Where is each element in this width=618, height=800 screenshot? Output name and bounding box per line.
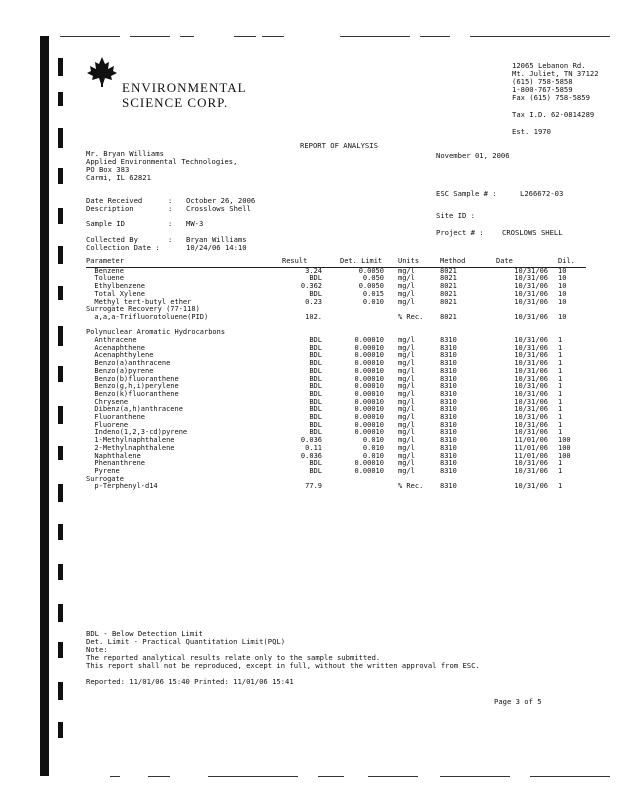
header-method: Method [440,258,496,267]
cell-dil [558,329,586,337]
cell-date: 10/31/06 [514,420,548,429]
scan-rule [470,36,610,37]
description-value: Crosslows Shell [186,204,251,213]
cell-units: mg/l [398,459,415,468]
cell-units: mg/l [398,274,415,283]
cell-units: mg/l [398,382,415,391]
scan-rule [340,36,410,37]
scan-rule [148,776,170,777]
cell-result: BDL [309,397,322,406]
cell-dil: 1 [558,351,563,360]
cell-method: 8310 [440,405,457,414]
cell-result: BDL [309,405,322,414]
cell-date: 10/31/06 [514,366,548,375]
scan-rule [318,776,344,777]
cell-units: mg/l [398,405,415,414]
cell-date [496,322,558,330]
cell-parameter: Total Xylene [86,289,146,298]
company-address-line: Mt. Juliet, TN 37122 [512,69,599,78]
cell-dil: 1 [558,482,563,491]
header-result: Result [282,258,340,267]
cell-units: mg/l [398,420,415,429]
cell-method: 8310 [440,443,457,452]
cell-method: 8310 [440,351,457,360]
cell-result: BDL [309,351,322,360]
scan-rule [440,776,510,777]
collected-by-value: Bryan Williams [186,235,247,244]
report-date: November 01, 2006 [436,151,510,160]
cell-parameter: Benzene [86,266,124,275]
scan-rule [420,36,450,37]
colon: : [168,219,173,228]
cell-parameter: Anthracene [86,336,137,345]
results-header-row [86,258,586,267]
table-row [86,275,586,283]
cell-result: BDL [309,428,322,437]
esc-sample-value: L266672-03 [520,189,564,198]
cell-parameter: Acenaphthylene [86,351,154,360]
cell-det-limit [340,483,398,491]
scan-tick [58,682,63,700]
cell-det-limit [340,306,398,314]
cell-dil: 1 [558,466,563,475]
cell-method: 8021 [440,274,457,283]
table-row [86,283,586,291]
collection-date-value: 10/24/06 14:10 [186,243,247,252]
cell-dil: 1 [558,405,563,414]
cell-parameter: 1-Methylnaphthalene [86,436,175,445]
colon: : [168,235,173,244]
cell-date: 10/31/06 [514,282,548,291]
scan-rule [110,776,120,777]
cell-det-limit: 0.010 [362,443,384,452]
cell-units: mg/l [398,336,415,345]
site-id-label: Site ID : [436,211,475,220]
scan-tick [58,642,63,658]
scan-rule [234,36,256,37]
company-name-line1: ENVIRONMENTAL [122,80,247,95]
cell-parameter: Benzo(a)pyrene [86,366,154,375]
cell-date: 10/31/06 [514,482,548,491]
cell-det-limit: 0.00010 [354,466,384,475]
cell-method: 8310 [440,482,457,491]
scan-tick [58,446,63,460]
client-line: Applied Environmental Technologies, [86,157,238,166]
cell-units: mg/l [398,351,415,360]
cell-dil [558,476,586,484]
cell-units: mg/l [398,443,415,452]
table-row [86,360,586,368]
cell-result: 102. [305,312,322,321]
cell-method: 8310 [440,366,457,375]
cell-result: BDL [309,289,322,298]
cell-date: 10/31/06 [514,343,548,352]
page-number: Page 3 of 5 [494,697,542,706]
cell-det-limit: 0.010 [362,297,384,306]
cell-dil: 1 [558,428,563,437]
cell-det-limit: 0.00010 [354,459,384,468]
note-line: This report shall not be reproduced, except in full, without the written approval from ESC. [86,661,480,670]
table-row [86,345,586,353]
cell-det-limit: 0.00010 [354,374,384,383]
cell-method: 8310 [440,343,457,352]
cell-method: 8310 [440,413,457,422]
header-dil: Dil. [558,258,586,267]
scan-tick [58,58,63,76]
cell-units: mg/l [398,374,415,383]
cell-dil: 10 [558,274,567,283]
cell-det-limit: 0.0050 [358,266,384,275]
cell-parameter: Surrogate Recovery (77-118) [86,305,200,314]
cell-det-limit: 0.00010 [354,389,384,398]
cell-method: 8310 [440,389,457,398]
cell-det-limit: 0.0050 [358,282,384,291]
cell-method: 8310 [440,466,457,475]
table-row [86,406,586,414]
cell-parameter: Chrysene [86,397,129,406]
cell-det-limit: 0.00010 [354,405,384,414]
cell-date: 10/31/06 [514,297,548,306]
reported-printed: Reported: 11/01/06 15:40 Printed: 11/01/06 15:41 [86,677,294,686]
cell-result: 0.362 [300,282,322,291]
company-established: Est. 1970 [512,127,551,136]
cell-dil: 1 [558,366,563,375]
cell-result: BDL [309,343,322,352]
project-label: Project # : [436,228,484,237]
cell-dil: 1 [558,397,563,406]
cell-method [440,322,496,330]
table-row [86,414,586,422]
cell-method: 8310 [440,420,457,429]
cell-parameter: Benzo(b)fluoranthene [86,374,179,383]
cell-det-limit: 0.00010 [354,351,384,360]
cell-date: 11/01/06 [514,436,548,445]
cell-result: 0.11 [305,443,322,452]
sample-id-label: Sample ID [86,219,125,228]
cell-date: 10/31/06 [514,428,548,437]
cell-parameter: p-Terphenyl-d14 [86,482,158,491]
cell-date: 10/31/06 [514,289,548,298]
company-tax-id: Tax I.D. 62-0814289 [512,110,595,119]
client-line: Carmi, IL 62821 [86,173,151,182]
cell-units: % Rec. [398,312,424,321]
cell-det-limit [340,476,398,484]
scan-edge-bar [40,36,49,776]
description-label: Description [86,204,134,213]
cell-units: mg/l [398,451,415,460]
cell-method: 8310 [440,374,457,383]
table-row [86,468,586,476]
cell-date: 10/31/06 [514,413,548,422]
cell-det-limit: 0.00010 [354,413,384,422]
cell-dil: 10 [558,266,567,275]
cell-method: 8310 [440,336,457,345]
cell-dil: 1 [558,382,563,391]
cell-method: 8021 [440,289,457,298]
cell-method: 8310 [440,359,457,368]
cell-parameter: Naphthalene [86,451,141,460]
company-phone: (615) 758-5858 [512,77,573,86]
cell-result: BDL [309,366,322,375]
cell-result: BDL [309,359,322,368]
cell-parameter: Benzo(g,h,i)perylene [86,382,179,391]
project-value: CROSLOWS SHELL [502,228,563,237]
scan-rule [368,776,418,777]
cell-dil [558,322,586,330]
cell-dil: 1 [558,459,563,468]
cell-result: 0.23 [305,297,322,306]
header-parameter: Parameter [86,258,282,267]
cell-det-limit: 0.00010 [354,336,384,345]
cell-parameter: Surrogate [86,474,124,483]
scan-tick [58,326,63,346]
client-line: PO Box 383 [86,165,130,174]
cell-method: 8310 [440,436,457,445]
table-row [86,267,586,275]
scan-tick [58,128,63,148]
cell-date: 10/31/06 [514,389,548,398]
cell-det-limit: 0.00010 [354,343,384,352]
cell-dil: 1 [558,420,563,429]
header-date: Date [496,258,558,267]
cell-units: mg/l [398,282,415,291]
scan-tick [58,286,63,300]
cell-method: 8310 [440,428,457,437]
cell-parameter: Benzo(k)fluoranthene [86,389,179,398]
date-received-label: Date Received [86,196,143,205]
results-table [86,258,586,491]
cell-parameter: Methyl tert-butyl ether [86,297,192,306]
cell-units: % Rec. [398,482,424,491]
cell-method: 8021 [440,312,457,321]
note-line: Note: [86,645,108,654]
cell-dil: 1 [558,413,563,422]
table-row [86,314,586,322]
company-address-line: 12065 Lebanon Rd. [512,61,586,70]
cell-dil: 10 [558,282,567,291]
cell-dil: 100 [558,443,571,452]
cell-result: 77.9 [305,482,322,491]
cell-method: 8310 [440,459,457,468]
note-line: BDL - Below Detection Limit [86,629,203,638]
cell-dil: 10 [558,289,567,298]
table-row [86,337,586,345]
scan-tick [58,208,63,224]
cell-result [282,322,340,330]
cell-method: 8310 [440,382,457,391]
cell-units [398,322,440,330]
date-received-value: October 26, 2006 [186,196,256,205]
header-units: Units [398,258,440,267]
cell-det-limit: 0.00010 [354,420,384,429]
scan-tick [58,92,63,106]
scan-rule [530,776,610,777]
cell-result: BDL [309,413,322,422]
note-line: Det. Limit - Practical Quantitation Limit(PQL) [86,637,286,646]
cell-dil: 10 [558,312,567,321]
cell-date: 11/01/06 [514,451,548,460]
cell-dil: 1 [558,389,563,398]
cell-dil: 1 [558,359,563,368]
cell-dil: 1 [558,336,563,345]
sample-id-value: MW-3 [186,219,204,228]
cell-units: mg/l [398,436,415,445]
cell-det-limit: 0.015 [362,289,384,298]
scan-tick [58,406,63,424]
table-row [86,391,586,399]
cell-result: BDL [309,466,322,475]
cell-parameter: Ethylbenzene [86,282,146,291]
cell-units: mg/l [398,413,415,422]
cell-det-limit: 0.00010 [354,382,384,391]
scan-tick [58,246,63,264]
cell-parameter: 2-Methylnaphthalene [86,443,175,452]
cell-parameter: Pyrene [86,466,120,475]
cell-date: 11/01/06 [514,443,548,452]
cell-date: 10/31/06 [514,359,548,368]
cell-parameter: Fluoranthene [86,413,146,422]
cell-det-limit: 0.050 [362,274,384,283]
note-line: The reported analytical results relate only to the sample submitted. [86,653,381,662]
cell-units: mg/l [398,389,415,398]
colon: : [168,196,173,205]
scan-rule [208,776,298,777]
cell-result: BDL [309,382,322,391]
cell-parameter: Dibenz(a,h)anthracene [86,405,183,414]
cell-det-limit [340,314,398,322]
cell-parameter: Acenaphthene [86,343,146,352]
scan-rule [60,36,120,37]
scan-rule [130,36,170,37]
cell-det-limit: 0.00010 [354,428,384,437]
report-title: REPORT OF ANALYSIS [300,141,378,150]
scan-rule [262,36,284,37]
scan-tick [58,366,63,382]
table-row [86,445,586,453]
cell-det-limit: 0.00010 [354,397,384,406]
company-name-line2: SCIENCE CORP. [122,95,229,110]
cell-dil: 10 [558,297,567,306]
scan-tick [58,722,63,738]
cell-date: 10/31/06 [514,274,548,283]
cell-date: 10/31/06 [514,397,548,406]
cell-det-limit: 0.010 [362,451,384,460]
cell-result: BDL [309,389,322,398]
cell-units: mg/l [398,397,415,406]
cell-result: 3.24 [305,266,322,275]
cell-units: mg/l [398,359,415,368]
scan-rule [180,36,194,37]
collection-date-label: Collection Date : [86,243,160,252]
cell-method: 8021 [440,282,457,291]
cell-date: 10/31/06 [514,459,548,468]
cell-det-limit: 0.010 [362,436,384,445]
table-row [86,476,586,484]
cell-parameter: Indeno(1,2,3-cd)pyrene [86,428,188,437]
cell-date: 10/31/06 [514,266,548,275]
cell-result: BDL [309,420,322,429]
scan-tick [58,168,63,184]
table-row [86,460,586,468]
scan-tick [58,484,63,502]
cell-parameter: Polynuclear Aromatic Hydrocarbons [86,328,226,337]
cell-units: mg/l [398,289,415,298]
cell-dil: 1 [558,374,563,383]
cell-det-limit: 0.00010 [354,366,384,375]
cell-units: mg/l [398,266,415,275]
cell-units: mg/l [398,297,415,306]
cell-date: 10/31/06 [514,466,548,475]
cell-dil: 1 [558,343,563,352]
company-fax: Fax (615) 758-5859 [512,93,590,102]
esc-sample-label: ESC Sample # : [436,189,497,198]
table-row [86,453,586,461]
maple-leaf-icon [86,56,118,88]
cell-date: 10/31/06 [514,405,548,414]
cell-parameter: Toluene [86,274,124,283]
cell-result: BDL [309,459,322,468]
cell-parameter: Fluorene [86,420,129,429]
cell-det-limit [340,322,398,330]
cell-method: 8021 [440,297,457,306]
table-row [86,329,586,337]
collected-by-label: Collected By [86,235,138,244]
header-det-limit: Det. Limit [340,258,398,267]
cell-date: 10/31/06 [514,374,548,383]
cell-method: 8021 [440,266,457,275]
company-tollfree: 1-800-767-5859 [512,85,573,94]
cell-date: 10/31/06 [514,312,548,321]
cell-method: 8310 [440,451,457,460]
cell-units: mg/l [398,366,415,375]
cell-date: 10/31/06 [514,336,548,345]
scan-tick [58,524,63,540]
cell-parameter: a,a,a-Trifluorotoluene(PID) [86,312,209,321]
cell-result: BDL [309,374,322,383]
scan-tick [58,564,63,580]
client-line: Mr. Bryan Williams [86,149,164,158]
cell-date: 10/31/06 [514,382,548,391]
cell-units: mg/l [398,343,415,352]
cell-det-limit: 0.00010 [354,359,384,368]
cell-units: mg/l [398,428,415,437]
scan-tick [58,604,63,622]
cell-units: mg/l [398,466,415,475]
table-row [86,483,586,491]
cell-dil: 100 [558,451,571,460]
cell-method: 8310 [440,397,457,406]
cell-parameter: Phenanthrene [86,459,146,468]
cell-result: 0.036 [300,451,322,460]
cell-result: BDL [309,336,322,345]
cell-parameter: Benzo(a)anthracene [86,359,171,368]
cell-dil: 100 [558,436,571,445]
cell-result: 0.036 [300,436,322,445]
colon: : [168,204,173,213]
cell-date: 10/31/06 [514,351,548,360]
cell-result: BDL [309,274,322,283]
